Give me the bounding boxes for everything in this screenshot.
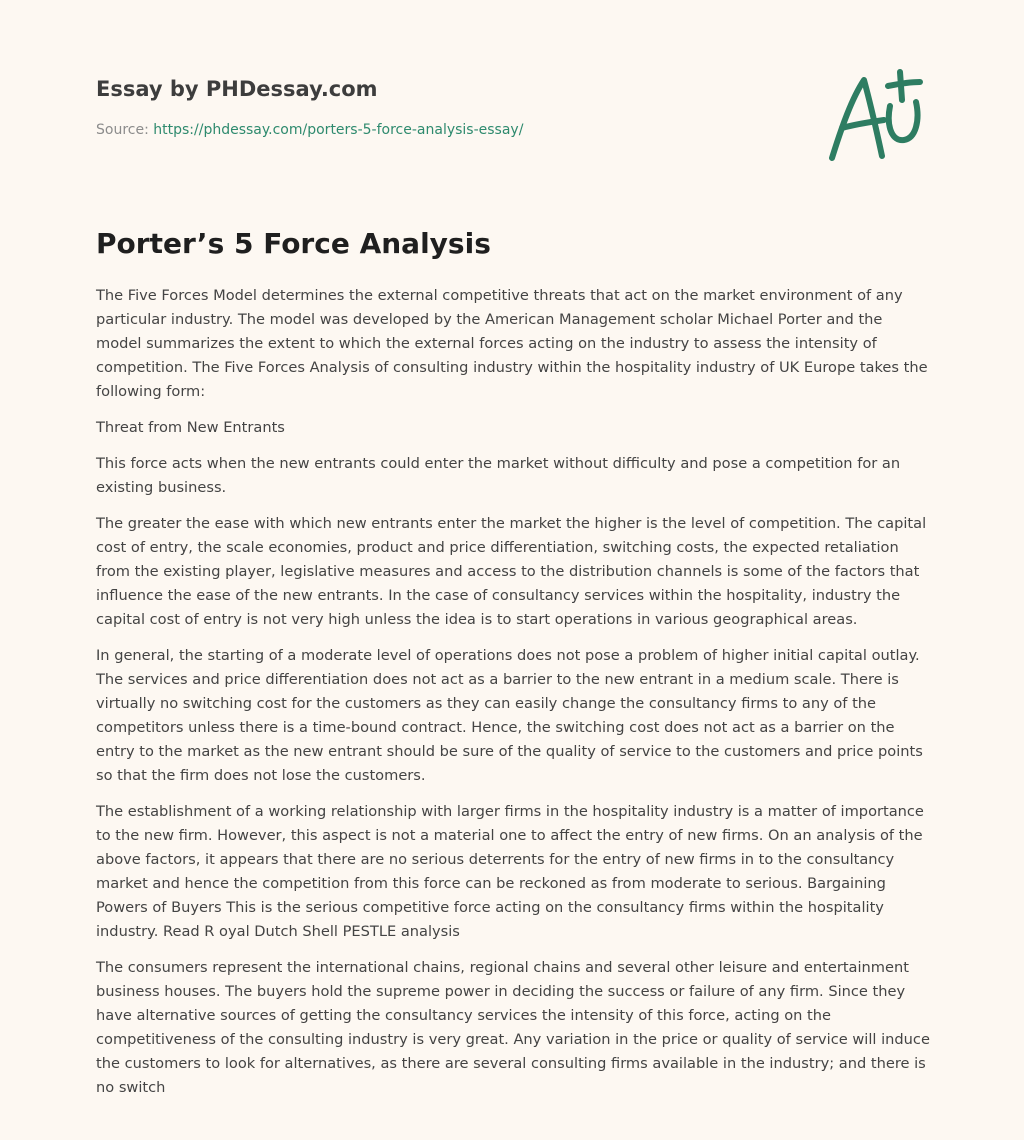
source-line — [96, 122, 523, 138]
essay-title: Porter’s 5 Force Analysis — [96, 227, 491, 260]
site-brand: Essay by PHDessay.com — [96, 77, 378, 101]
paragraph: The establishment of a working relationship with larger firms in the hospitality industry is a matter of importance to the new firm. However, this aspect is not a material one to affect the entry of new firms. On an analysis of the above factors, it appears that there are no serious deterrents for the entry of new firms in to the consultancy market and hence the competition from this force can be reckoned as from moderate to serious. Bargaining Powers of Buyers This is the serious competitive force acting on the consultancy firms within the hospitality industry. Read R oyal Dutch Shell PESTLE analysis — [96, 803, 924, 940]
paragraph: The greater the ease with which new entrants enter the market the higher is the level of competition. The capital cost of entry, the scale economies, product and price differentiation, switching costs, the expected retaliation from the existing player, legislative measures and access to the distribution channels is some of the factors that influence the ease of the new entrants. In the case of consultancy services within the hospitality, industry the capital cost of entry is not very high unless the idea is to start operations in various geographical areas. — [96, 515, 927, 628]
paragraph: The Five Forces Model determines the external competitive threats that act on the market environment of any particular industry. The model was developed by the American Management scholar Michael Porter and the model summarizes the extent to which the external forces acting on the industry to assess the intensity of competition. The Five Forces Analysis of consulting industry within the hospitality industry of UK Europe takes the following form: — [96, 287, 928, 400]
paragraph: The consumers represent the international chains, regional chains and several other leisure and entertainment business houses. The buyers hold the supreme power in deciding the success or failure of any firm. Since they have alternative sources of getting the consultancy services the intensity of this force, acting on the competitiveness of the consulting industry is very great. Any variation in the price or quality of service will induce the customers to look for alternatives, as there are several consulting firms available in the industry; and there is no switch — [96, 959, 930, 1096]
source-label: Source: — [96, 122, 149, 138]
essay-body — [96, 284, 932, 1112]
paragraph: This force acts when the new entrants could enter the market without difficulty and pose a competition for an existing business. — [96, 455, 901, 496]
paragraph: In general, the starting of a moderate level of operations does not pose a problem of higher initial capital outlay. The services and price differentiation does not act as a barrier to the new entrant in a medium scale. There is virtually no switching cost for the customers as they can easily change the consultancy firms to any of the competitors unless there is a time-bound contract. Hence, the switching cost does not act as a barrier on the entry to the market as the new entrant should be sure of the quality of service to the customers and price points so that the firm does not lose the customers. — [96, 647, 923, 784]
a-plus-logo-icon — [820, 66, 930, 166]
source-link[interactable]: https://phdessay.com/porters-5-force-analysis-essay/ — [153, 122, 524, 138]
section-heading: Threat from New Entrants — [96, 419, 285, 436]
site-header — [96, 74, 928, 138]
